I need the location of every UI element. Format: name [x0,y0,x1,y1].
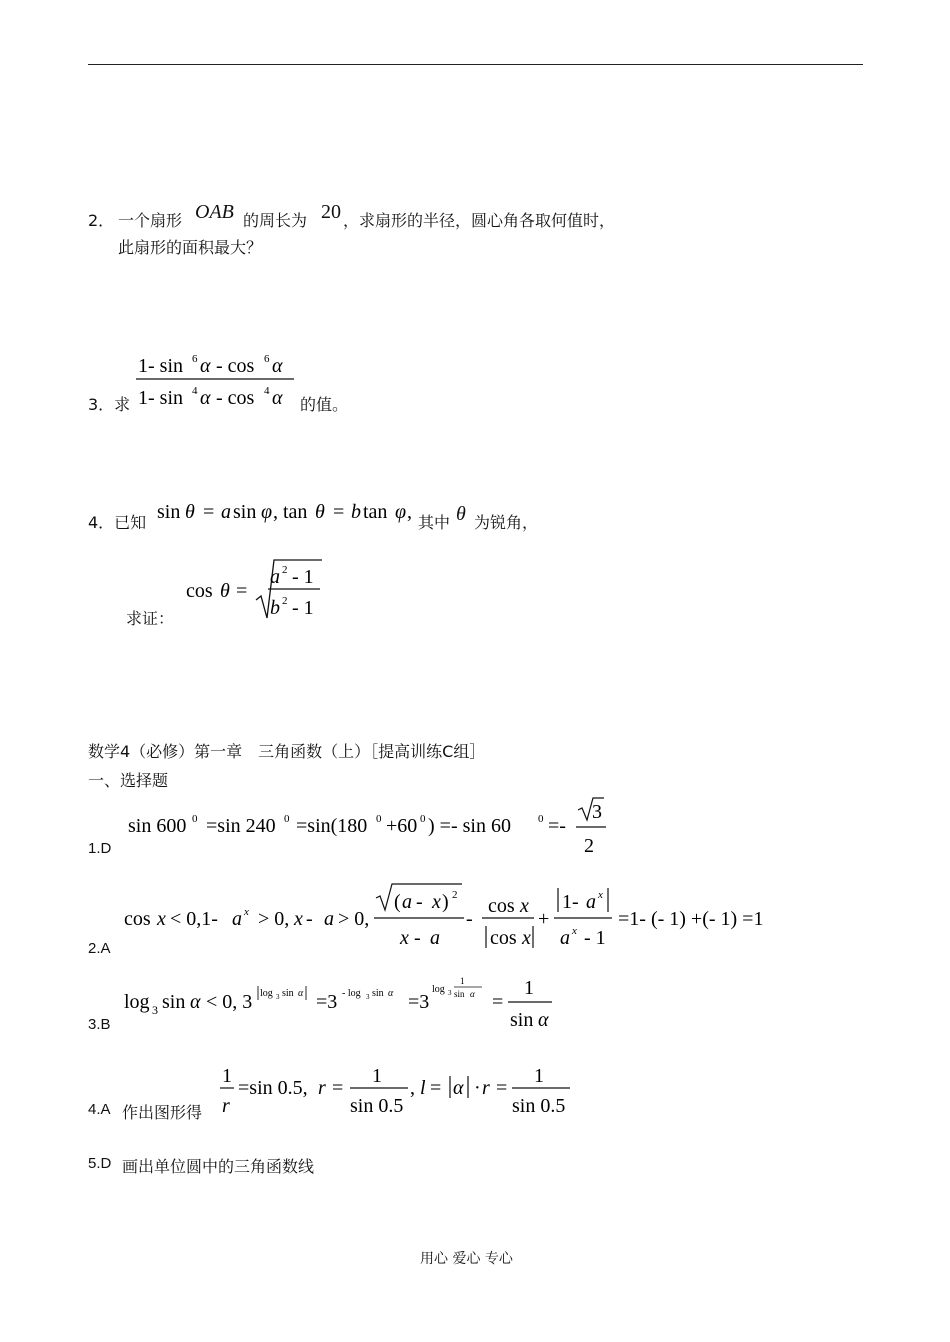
svg-text:=-: =- [548,815,566,837]
svg-text:a: a [430,927,440,949]
svg-text:sin: sin [510,1009,534,1031]
answer-3-expr [122,972,560,1034]
svg-text:α: α [272,355,283,377]
svg-text:sin: sin [372,988,384,999]
svg-text:=: = [333,501,345,523]
svg-text:- 1: - 1 [292,597,314,619]
svg-text:θ: θ [220,580,230,602]
svg-text:2: 2 [584,835,594,857]
svg-text:(: ( [394,891,401,913]
svg-text:-: - [414,927,421,949]
svg-text:x: x [522,927,531,949]
svg-text:θ: θ [185,501,195,523]
svg-text:0: 0 [284,813,290,825]
svg-text:=sin 240: =sin 240 [206,815,276,837]
svg-text:sin: sin [282,988,294,999]
svg-text:4: 4 [192,385,198,397]
svg-text:log: log [124,991,150,1013]
svg-text:=: = [236,580,248,602]
svg-text:< 0,1-: < 0,1- [170,908,218,930]
svg-text:x: x [400,927,409,949]
svg-text:6: 6 [192,353,198,365]
svg-text:a: a [402,891,412,913]
svg-text:b: b [351,501,361,523]
answer-2-expr [122,880,790,954]
svg-text:·: · [474,1077,481,1099]
q2-text-c: ，求扇形的半径，圆心角各取何值时， [343,211,616,230]
svg-text:x: x [520,895,529,917]
svg-text:3: 3 [366,993,370,1001]
svg-text:=: = [332,1077,344,1099]
answer-label: 1.D [88,840,112,857]
svg-text:) =- sin 60: ) =- sin 60 [428,815,511,837]
svg-text:α: α [272,387,283,409]
svg-text:α: α [200,387,211,409]
header-rule [88,64,863,65]
q3-tail: 的值。 [300,395,349,414]
svg-text:cos: cos [186,580,213,602]
answer-5-text: 画出单位圆中的三角函数线 [122,1157,315,1176]
svg-text:=1- (- 1) +(- 1) =1: =1- (- 1) +(- 1) =1 [618,908,764,930]
svg-text:- cos: - cos [216,355,255,377]
svg-text:1: 1 [372,1065,382,1087]
svg-text:cos: cos [124,908,151,930]
svg-text:2: 2 [452,889,458,901]
svg-text:,: , [407,501,412,523]
answer-label: 4.A [88,1101,111,1118]
q2-text-a: 一个扇形 [118,211,183,230]
svg-text:0: 0 [376,813,382,825]
svg-text:> 0,: > 0, [258,908,290,930]
svg-text:x: x [157,908,166,930]
svg-text:α: α [200,355,211,377]
svg-text:r: r [318,1077,326,1099]
svg-text:sin 600: sin 600 [128,815,187,837]
svg-text:x: x [244,906,249,918]
svg-text:-: - [466,908,473,930]
svg-text:=: = [496,1077,508,1099]
svg-text:α: α [470,989,475,999]
svg-text:sin: sin [162,991,186,1013]
page-footer: 用心 爱心 专心 [420,1251,513,1267]
svg-text:r: r [222,1095,230,1117]
svg-text:=: = [203,501,215,523]
svg-text:α: α [388,988,394,999]
answer-1-expr [126,792,610,858]
svg-text:θ: θ [315,501,325,523]
svg-text:3: 3 [592,801,602,823]
svg-text:0: 0 [192,813,198,825]
svg-text:4: 4 [264,385,270,397]
q4-prove-label: 求证： [126,609,175,628]
svg-text:- cos: - cos [216,387,255,409]
svg-text:r: r [482,1077,490,1099]
svg-text:x: x [598,889,603,901]
svg-text:=: = [430,1077,442,1099]
q4-number: 4．已知 [88,513,147,532]
svg-text:1-: 1- [562,891,579,913]
svg-text:1: 1 [222,1065,232,1087]
answer-label: 3.B [88,1016,111,1033]
svg-text:φ: φ [395,501,407,523]
svg-text:=3: =3 [316,991,338,1013]
q2-num: 20 [321,201,341,223]
q4-given [155,496,417,526]
svg-text:,: , [410,1077,415,1099]
svg-text:3: 3 [448,989,452,997]
svg-text:1- sin: 1- sin [138,355,183,377]
svg-text:tan: tan [363,501,388,523]
svg-text:-: - [306,908,313,930]
svg-text:l: l [420,1077,426,1099]
svg-text:cos: cos [490,927,517,949]
svg-text:+: + [538,908,550,930]
section-title: 数学4（必修）第一章 三角函数（上）［提高训练C组］ [88,742,486,761]
q3-fraction [134,348,300,414]
svg-text:=sin(180: =sin(180 [296,815,368,837]
q4-tail: 为锐角， [474,513,539,532]
svg-text:3: 3 [276,993,280,1001]
svg-text:): ) [442,891,449,913]
svg-text:2: 2 [282,564,288,576]
svg-text:α: α [453,1077,464,1099]
svg-text:sin: sin [233,501,257,523]
svg-text:=3: =3 [408,991,430,1013]
q4-theta: θ [456,503,466,525]
svg-text:a: a [232,908,242,930]
svg-text:a: a [324,908,334,930]
svg-text:, tan: , tan [273,501,308,523]
svg-text:> 0,: > 0, [338,908,370,930]
svg-text:x: x [432,891,441,913]
svg-text:α: α [190,991,201,1013]
svg-text:cos: cos [488,895,515,917]
svg-text:sin 0.5: sin 0.5 [350,1095,404,1117]
svg-text:α: α [298,988,304,999]
q2-text-line2: 此扇形的面积最大？ [118,238,263,257]
q4-mid: 其中 [418,513,451,532]
svg-text:=: = [492,991,504,1013]
svg-text:1- sin: 1- sin [138,387,183,409]
svg-text:a: a [586,891,596,913]
answer-label: 5.D [88,1155,112,1172]
svg-text:a: a [560,927,570,949]
svg-text:log: log [432,984,445,995]
svg-text:sin: sin [157,501,181,523]
svg-text:sin 0.5: sin 0.5 [512,1095,566,1117]
svg-text:b: b [270,597,280,619]
svg-text:a: a [221,501,231,523]
svg-text:0: 0 [420,813,426,825]
answer-label: 2.A [88,940,111,957]
svg-text:1: 1 [534,1065,544,1087]
q4-prove-expr [184,556,326,622]
q2-text-b: 的周长为 [243,211,308,230]
svg-text:x: x [294,908,303,930]
svg-text:2: 2 [282,595,288,607]
q3-number: 3．求 [88,395,131,414]
svg-text:- 1: - 1 [292,566,314,588]
svg-text:-: - [416,891,423,913]
svg-text:log: log [260,988,273,999]
svg-text:6: 6 [264,353,270,365]
svg-text:α: α [538,1009,549,1031]
svg-text:+60: +60 [386,815,418,837]
svg-text:- log: - log [342,988,361,999]
section-subtitle: 一、选择题 [88,771,169,790]
svg-text:< 0, 3: < 0, 3 [206,991,253,1013]
svg-text:1: 1 [524,977,534,999]
answer-4-expr [218,1058,576,1120]
svg-text:sin: sin [454,989,465,999]
svg-text:- 1: - 1 [584,927,606,949]
q2-var: OAB [195,201,234,223]
q2-number: 2． [88,211,115,230]
svg-text:x: x [572,925,577,937]
svg-text:a: a [270,566,280,588]
svg-text:φ: φ [261,501,273,523]
svg-text:3: 3 [152,1003,158,1017]
svg-text:0: 0 [538,813,544,825]
answer-4-text: 作出图形得 [122,1103,203,1122]
svg-text:=sin 0.5,: =sin 0.5, [238,1077,308,1099]
svg-text:1: 1 [460,976,465,986]
